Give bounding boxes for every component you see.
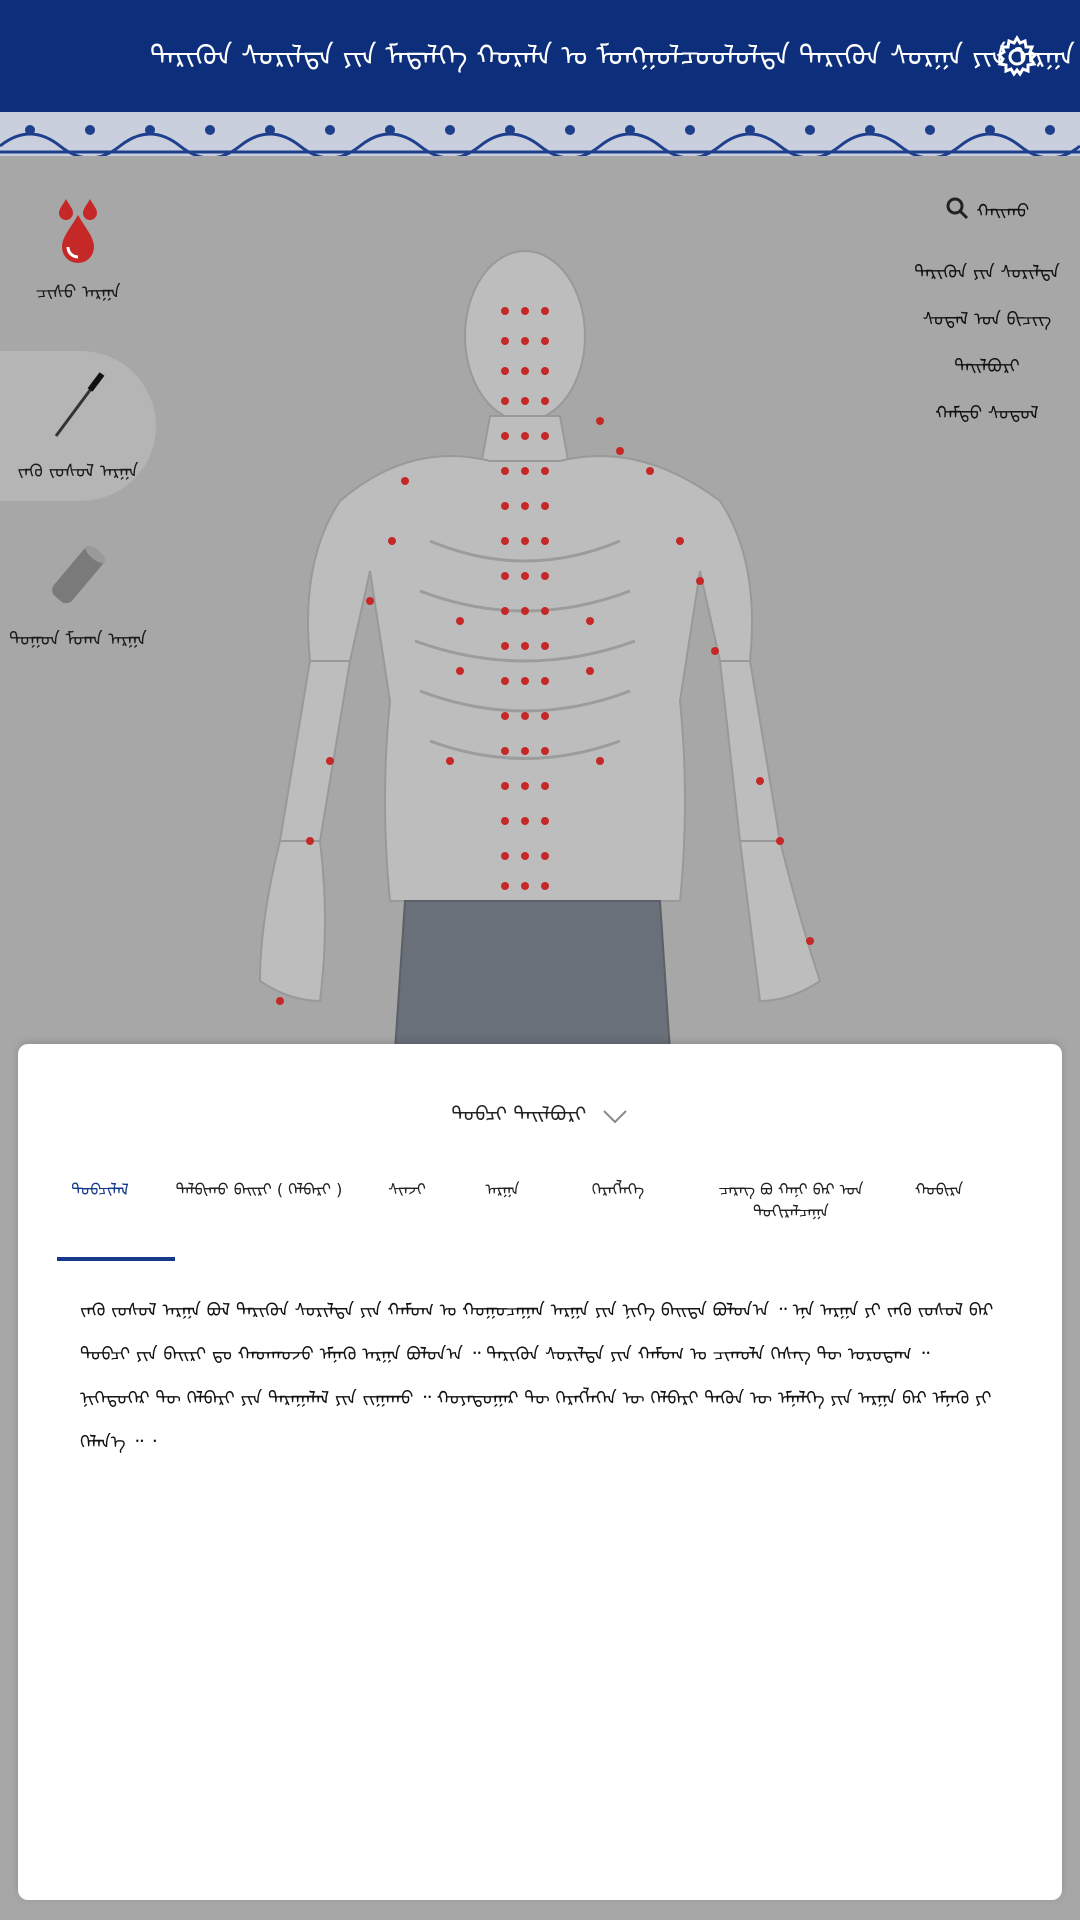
menu-item-channels[interactable]: ᠰᠤᠳᠠᠯ ᠤᠨ ᠪᠢᠴᠢᠭ [922,309,1052,330]
search-label: ᠬᠠᠢᠬᠤ [976,201,1030,222]
gear-icon[interactable] [994,34,1040,80]
menu-item-common[interactable]: ᠬᠠᠮᠲᠤ ᠰᠤᠳᠤᠯ [935,403,1039,424]
needle-icon [48,370,108,440]
header-ornament [0,112,1080,156]
tool-acupuncture[interactable] [0,351,156,501]
blood-drops-icon [54,199,102,261]
tool-bloodletting[interactable] [0,176,156,326]
menu-item-meridians[interactable]: ᠲᠡᠷᠢᠭᠦᠨ ᠶᠢᠨ ᠰᠤᠷᠢᠯᠲᠠ [914,262,1060,283]
tab-indications[interactable]: ᠬᠡᠷᠡᠭᠯᠡᠭᠡ [591,1180,645,1199]
panel-toggle[interactable] [18,1092,1062,1127]
tab-notes[interactable]: ᠬᠤᠪᠢᠷᠠ [914,1180,964,1199]
tab-method[interactable]: ᠠᠷᠭᠠ [485,1180,520,1199]
right-menu [912,192,1062,433]
tab-combinations[interactable]: ᠴᠡᠷᠡᠭ ᠪᠣ ᠬᠠᠨᠢ ᠪᠠᠷ ᠤᠨ ᠲᠣᠬᠢᠷᠠᠯᠴᠠᠭᠠ [718,1180,864,1221]
body-model-stage[interactable] [0,156,1080,1050]
search-icon [945,196,969,220]
moxa-stick-icon [48,542,108,608]
tool-label: ᠴᠢᠰᠤ ᠠᠷᠭᠠ [35,281,121,303]
tab-overview[interactable]: ᠲᠣᠪᠴᠢᠯᠠᠯ [71,1180,129,1199]
panel-toggle-label: ᠲᠣᠪᠴᠢ ᠲᠠᠢᠯᠪᠤᠷᠢ [451,1102,587,1126]
app-title: ᠲᠡᠷᠢᠭᠦᠨ ᠰᠤᠷᠢᠯᠲᠠ ᠶᠢᠨ ᠮᠡᠳᠡᠯᠭᠡ ᠬᠤᠷᠠᠯᠠ ᠤ ᠮᠣᠩᠭᠣᠯᠴᠤᠤᠯᠤᠯᠲᠠ ᠲᠡᠷᠢᠭᠦᠨ ᠰᠤᠷᠭᠠ ᠶᠢᠨ ᠠᠷᠭᠠ [150,39,1075,72]
tool-label: ᠲᠣᠭᠤᠨ ᠮᠣᠬᠠ ᠠᠷᠭᠠ [9,628,147,650]
active-tab-indicator [57,1257,175,1261]
tab-features[interactable]: ᠰᠢᠨᠵᠢ [388,1180,426,1199]
tab-location[interactable]: ᠲᠠᠯᠪᠢᠬᠤ ᠪᠠᠢᠷᠢ ( ᠬᠡᠯᠪᠡᠷᠢ ) [175,1180,343,1199]
tool-label: ᠵᠡᠭᠦ ᠵᠤᠰᠤᠯ ᠠᠷᠭᠠ [17,460,139,482]
menu-item-description[interactable]: ᠲᠠᠢᠯᠪᠤᠷᠢ [954,356,1020,377]
tool-moxibustion[interactable] [0,521,156,671]
human-back-model[interactable] [160,241,920,1051]
detail-panel [18,1044,1062,1900]
tab-bar [54,1179,1044,1239]
chevron-down-icon [601,1106,629,1126]
app-header [0,0,1080,118]
search-button[interactable] [945,192,1030,223]
tab-content-text: ᠵᠡᠭᠦ ᠵᠤᠰᠤᠯ ᠠᠷᠭᠠ ᠪᠣᠯ ᠲᠡᠷᠢᠭᠦᠨ ᠰᠤᠷᠢᠯᠲᠠ ᠶᠢᠨ ᠬᠠᠮᠤᠭ ᠤ ᠬᠤᠭᠤᠴᠠᠭᠠᠨ ᠠᠷᠭᠠ ᠶᠢᠨ ᠨᠢᠭᠡ ᠪᠡᠢᠳᠡ ᠪᠣᠯᠤᠨ᠎ᠠ ᠃ ᠡᠨᠡ ᠠᠷᠭᠠ ᠶᠢ ᠵᠡᠭᠦ ᠵᠤᠰᠤᠯ ᠪᠠᠷ ᠲᠣᠪᠴᠢ ᠶᠢᠨ ᠪᠠᠢᠷᠢ ᠳᠤ ᠬᠠᠳᠬᠤᠵᠤ ᠡᠮᠨᠡᠬᠦ ᠠᠷᠭᠠ ᠪᠣᠯᠤᠨ᠎ᠠ ᠃ ᠲᠡᠷᠢᠭᠦᠨ ᠰᠤᠷᠢᠯᠲᠠ ᠶᠢᠨ ᠬᠠᠮᠤᠭ ᠤ ᠴᠢᠬᠤᠯᠠ ᠬᠡᠰᠡᠭ ᠲᠦ ᠣᠷᠣᠳᠠᠭ ᠃ ᠨᠢᠭᠡᠳᠦᠭᠡᠷ ᠲᠦ ᠬᠡᠯᠪᠡᠷᠢ ᠶᠢᠨ ᠳᠠᠷᠠᠭᠠᠯᠠᠯ ᠶᠢᠨ ᠵᠢᠭᠠᠬᠤ ᠃ ᠬᠣᠶᠠᠳᠤᠭᠠᠷ ᠲᠦ ᠬᠡᠷᠡᠭᠯᠡᠭᠡᠨ ᠦ ᠬᠡᠯᠪᠡᠷᠢ ᠲᠡᠭᠦᠨ ᠦ ᠡᠮᠨᠡᠯᠭᠡ ᠶᠢᠨ ᠠᠷᠭᠠ ᠪᠠᠷ ᠡᠮᠨᠡᠬᠦ ᠶᠢ ᠬᠡᠯᠡᠨ᠎ᠡ ᠃ ᠂ [80,1300,994,1453]
